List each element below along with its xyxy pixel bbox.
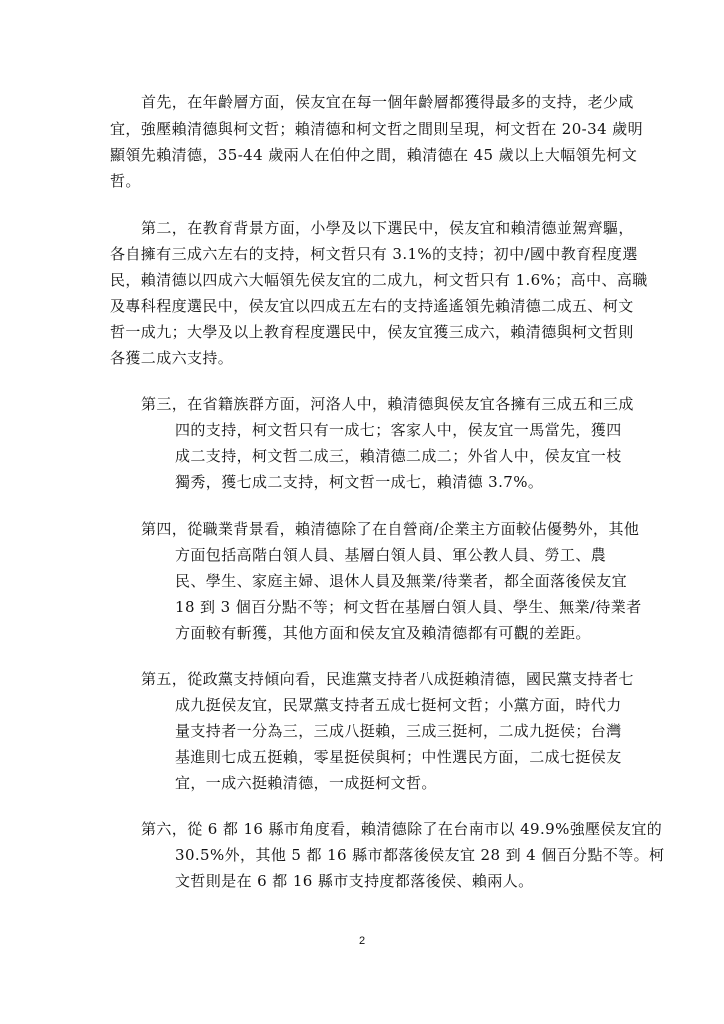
text-line: 哲一成九；大學及以上教育程度選民中，侯友宜獲三成六，賴清德與柯文哲則	[110, 323, 634, 341]
text-line: 成九挺侯友宜，民眾黨支持者五成七挺柯文哲；小黨方面，時代力	[175, 696, 622, 714]
text-line: 民，賴清德以四成六大幅領先侯友宜的二成九，柯文哲只有 1.6%；高中、高職	[110, 271, 648, 289]
text-line: 哲。	[110, 172, 141, 190]
text-line: 四的支持，柯文哲只有一成七；客家人中，侯友宜一馬當先，獲四	[175, 421, 622, 439]
text-line: 量支持者一分為三，三成八挺賴，三成三挺柯，二成九挺侯；台灣	[175, 722, 622, 740]
text-line: 文哲則是在 6 都 16 縣市支持度都落後侯、賴兩人。	[175, 872, 534, 890]
page-number: 2	[358, 935, 366, 947]
text-line: 及專科程度選民中，侯友宜以四成五左右的支持遙遙領先賴清德二成五、柯文	[110, 297, 634, 315]
text-line: 民、學生、家庭主婦、退休人員及無業/待業者，都全面落後侯友宜	[175, 572, 628, 590]
text-line: 第二，在教育背景方面，小學及以下選民中，侯友宜和賴清德並駕齊驅，	[141, 219, 634, 237]
text-line: 各自擁有三成六左右的支持，柯文哲只有 3.1%的支持；初中/國中教育程度選	[110, 245, 638, 263]
text-line: 各獲二成六支持。	[110, 349, 234, 367]
text-line: 第四，從職業背景看，賴清德除了在自營商/企業主方面較佔優勢外，其他	[141, 520, 640, 538]
text-line: 18 到 3 個百分點不等；柯文哲在基層白領人員、學生、無業/待業者	[175, 598, 642, 616]
text-line: 顯領先賴清德，35-44 歲兩人在伯仲之間，賴清德在 45 歲以上大幅領先柯文	[110, 146, 638, 164]
text-line: 第六，從 6 都 16 縣市角度看，賴清德除了在台南市以 49.9%強壓侯友宜的	[141, 820, 663, 838]
text-line: 第三，在省籍族群方面，河洛人中，賴清德與侯友宜各擁有三成五和三成	[141, 395, 634, 413]
text-line: 宜，強壓賴清德與柯文哲；賴清德和柯文哲之間則呈現，柯文哲在 20-34 歲明	[110, 120, 643, 138]
text-line: 首先，在年齡層方面，侯友宜在每一個年齡層都獲得最多的支持，老少咸	[141, 93, 634, 111]
text-line: 獨秀，獲七成二支持，柯文哲一成七，賴清德 3.7%。	[175, 473, 544, 491]
text-line: 方面包括高階白領人員、基層白領人員、軍公教人員、勞工、農	[175, 546, 607, 564]
text-line: 方面較有斬獲，其他方面和侯友宜及賴清德都有可觀的差距。	[175, 624, 591, 642]
text-line: 第五，從政黨支持傾向看，民進黨支持者八成挺賴清德，國民黨支持者七	[141, 670, 634, 688]
text-line: 宜，一成六挺賴清德，一成挺柯文哲。	[175, 774, 437, 792]
text-line: 30.5%外，其他 5 都 16 縣市都落後侯友宜 28 到 4 個百分點不等。柯	[175, 846, 665, 864]
text-line: 成二支持，柯文哲二成三，賴清德二成二；外省人中，侯友宜一枝	[175, 447, 622, 465]
text-line: 基進則七成五挺賴，零星挺侯與柯；中性選民方面，二成七挺侯友	[175, 748, 622, 766]
